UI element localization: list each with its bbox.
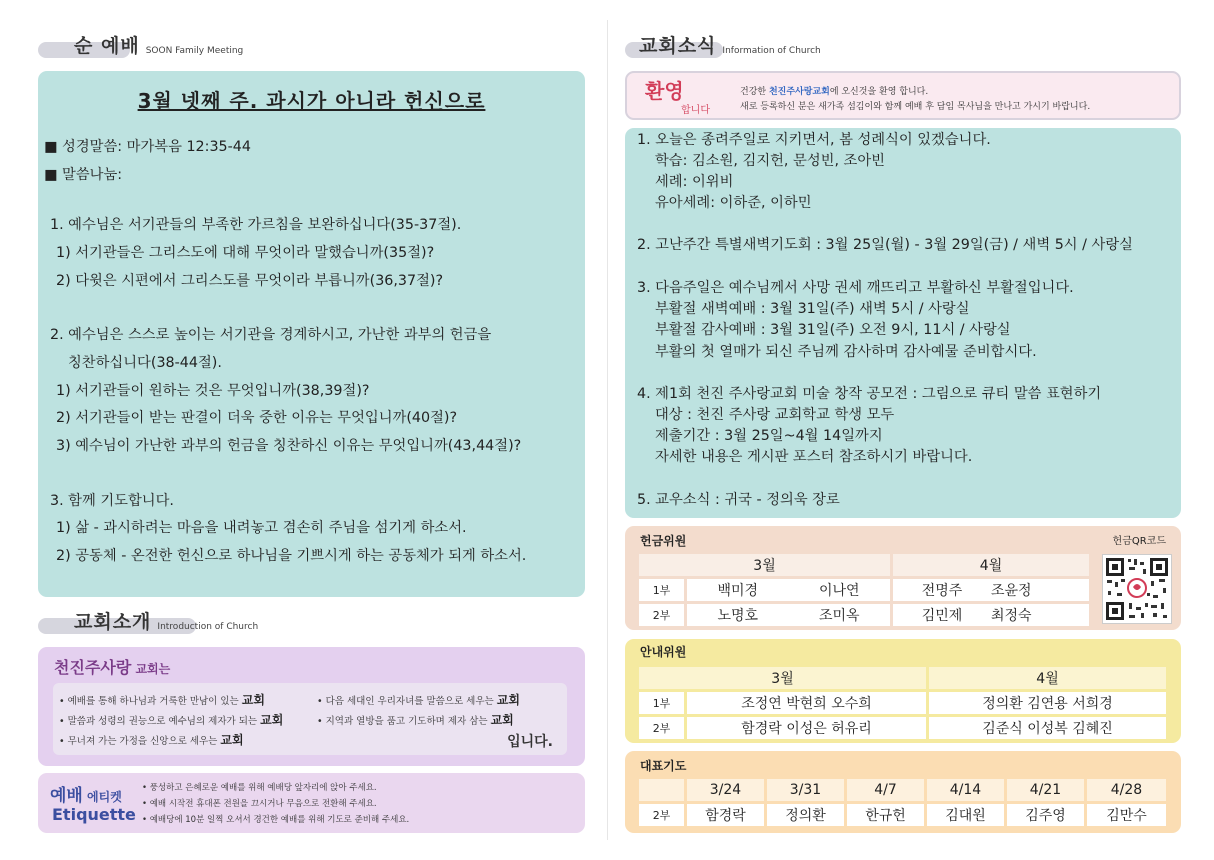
news-item-3: 3. 다음주일은 예수님께서 사망 권세 깨뜨리고 부활하신 부활절입니다.	[637, 280, 1074, 296]
question-1-2: 2) 다윗은 시편에서 그리스도를 무엇이라 부릅니까(36,37절)?	[56, 273, 444, 289]
point-3: 3. 함께 기도합니다.	[50, 493, 174, 509]
etiquette-title-en: Etiquette	[52, 805, 136, 824]
prayer-name: 함경락	[687, 804, 764, 826]
prayer-name: 김대원	[927, 804, 1004, 826]
news-heading-en: Information of Church	[722, 46, 821, 56]
offering-title: 헌금위원	[640, 534, 687, 548]
church-title	[54, 655, 170, 678]
qr-code-icon[interactable]	[1102, 554, 1172, 624]
prayer-date: 3/31	[767, 779, 844, 801]
sharing-line: ■ 말씀나눔:	[44, 167, 123, 183]
welcome-line-1: 건강한 천진주사랑교회에 오신것을 환영 합니다.	[740, 87, 929, 97]
qr-label: 헌금QR코드	[1112, 536, 1166, 547]
point-2: 2. 예수님은 스스로 높이는 서기관을 경계하시고, 가난한 과부의 헌금을	[50, 327, 492, 343]
scripture-line: ■ 성경말씀: 마가복음 12:35-44	[44, 139, 251, 155]
etiquette-item: • 예배당에 10분 일찍 오셔서 경건한 예배를 위해 기도로 준비해 주세요.	[142, 815, 410, 825]
worship-heading-text: 순 예배	[74, 35, 140, 57]
point-2-cont: 칭찬하십니다(38-44절).	[68, 355, 222, 371]
news-item-1: 1. 오늘은 종려주일로 지키면서, 봄 성례식이 있겠습니다.	[637, 132, 991, 148]
news-item-4-detail: 대상 : 천진 주사랑 교회학교 학생 모두	[655, 407, 895, 423]
offering-box	[625, 526, 1181, 630]
welcome-big: 환영	[645, 79, 684, 103]
offering-month-header: 4월	[893, 554, 1089, 576]
usher-month-header: 3월	[639, 667, 926, 689]
row-label: 1부	[639, 692, 684, 714]
point-1: 1. 예수님은 서기관들의 부족한 가르침을 보완하십니다(35-37절).	[50, 217, 462, 233]
usher-april-2: 김준식 이성복 김혜진	[929, 717, 1166, 739]
usher-april-1: 정의환 김연용 서희경	[929, 692, 1166, 714]
news-item-1-detail: 유아세례: 이하준, 이하민	[655, 195, 812, 211]
prayer-date: 4/7	[847, 779, 924, 801]
etiquette-item: • 예배 시작전 휴대폰 전원을 끄시거나 무음으로 전환해 주세요.	[142, 799, 377, 809]
church-title-sub: 교회는	[131, 662, 171, 676]
news-item-3-detail: 부활절 새벽예배 : 3월 31일(주) 새벽 5시 / 사랑실	[655, 301, 970, 317]
offering-march-1: 백미경 이나연	[687, 579, 890, 601]
news-item-4-detail: 자세한 내용은 게시판 포스터 참조하시기 바랍니다.	[655, 449, 973, 465]
prayer-1: 1) 삶 - 과시하려는 마음을 내려놓고 겸손히 주님을 섬기게 하소서.	[56, 520, 467, 536]
usher-march-1: 조정연 박현희 오수희	[687, 692, 926, 714]
church-name: 천진주사랑	[54, 658, 132, 677]
church-heading-text: 교회소개	[74, 611, 152, 633]
question-2-3: 3) 예수님이 가난한 과부의 헌금을 칭찬하신 이유는 무엇입니까(43,44절)?	[56, 438, 522, 454]
row-label: 1부	[639, 579, 684, 601]
church-name-highlight: 천진주사랑교회	[768, 87, 830, 97]
prayer-date: 4/21	[1007, 779, 1084, 801]
worship-heading	[38, 32, 243, 58]
news-heading-text: 교회소식	[639, 35, 717, 57]
church-ending: 입니다.	[507, 734, 553, 750]
offering-march-2: 노명호 조미옥	[687, 604, 890, 626]
news-item-1-detail: 세례: 이위비	[655, 174, 734, 190]
welcome-line-2: 새로 등록하신 분은 새가족 섬김이와 함께 예배 후 담임 목사님을 만나고 가시기 바랍니다.	[740, 102, 1091, 112]
news-heading	[625, 32, 821, 58]
news-item-4: 4. 제1회 천진 주사랑교회 미술 창작 공모전 : 그림으로 큐티 말씀 표현하기	[637, 386, 1102, 402]
news-item-4-detail: 제출기간 : 3월 25일~4월 14일까지	[655, 428, 883, 444]
etiquette-item: • 풍성하고 은혜로운 예배를 위해 예배당 앞자리에 앉아 주세요.	[142, 783, 377, 793]
church-value-item: • 지역과 열방을 품고 기도하며 제자 삼는 교회	[317, 713, 514, 727]
offering-month-header: 3월	[639, 554, 890, 576]
welcome-banner	[625, 71, 1181, 120]
etiquette-box	[38, 773, 585, 833]
question-1-1: 1) 서기관들은 그리스도에 대해 무엇이라 말했습니까(35절)?	[56, 245, 435, 261]
etiquette-title	[50, 781, 122, 806]
news-item-5: 5. 교우소식 : 귀국 - 정의욱 장로	[637, 492, 840, 508]
news-item-2: 2. 고난주간 특별새벽기도회 : 3월 25일(월) - 3월 29일(금) / 새벽 5시 / 사랑실	[637, 237, 1133, 253]
prayer-name: 김주영	[1007, 804, 1084, 826]
etiquette-title-main: 예배	[50, 786, 83, 806]
news-item-3-detail: 부활의 첫 열매가 되신 주님께 감사하며 감사예물 준비합시다.	[655, 344, 1037, 360]
offering-april-2: 김민제 최정숙	[893, 604, 1089, 626]
prayer-date: 3/24	[687, 779, 764, 801]
church-intro-box	[38, 647, 585, 766]
question-2-1: 1) 서기관들이 원하는 것은 무엇입니까(38,39절)?	[56, 383, 370, 399]
sermon-title: 3월 넷째 주. 과시가 아니라 헌신으로	[137, 89, 486, 113]
welcome-small: 합니다	[681, 105, 710, 116]
church-heading	[38, 608, 258, 634]
row-label: 2부	[639, 717, 684, 739]
usher-title: 안내위원	[640, 645, 687, 659]
question-2-2: 2) 서기관들이 받는 판결이 더욱 중한 이유는 무엇입니까(40절)?	[56, 410, 458, 426]
usher-march-2: 함경락 이성은 허유리	[687, 717, 926, 739]
usher-month-header: 4월	[929, 667, 1166, 689]
church-value-item: • 예배를 통해 하나님과 거룩한 만남이 있는 교회	[59, 693, 265, 707]
offering-april-1: 전명주 조윤정	[893, 579, 1089, 601]
row-label: 2부	[639, 604, 684, 626]
news-item-3-detail: 부활절 감사예배 : 3월 31일(주) 오전 9시, 11시 / 사랑실	[655, 322, 1011, 338]
prayer-title: 대표기도	[640, 759, 687, 773]
church-values-panel	[53, 683, 567, 755]
church-value-item: • 다음 세대인 우리자녀를 말씀으로 세우는 교회	[317, 693, 520, 707]
prayer-name: 한규헌	[847, 804, 924, 826]
prayer-corner	[639, 779, 684, 801]
church-value-item: • 말씀과 성령의 권능으로 예수님의 제자가 되는 교회	[59, 713, 284, 727]
column-divider	[607, 20, 608, 840]
prayer-date: 4/28	[1087, 779, 1166, 801]
etiquette-title-sub: 에티켓	[82, 790, 122, 804]
prayer-date: 4/14	[927, 779, 1004, 801]
prayer-name: 정의환	[767, 804, 844, 826]
prayer-2: 2) 공동체 - 온전한 헌신으로 하나님을 기쁘시게 하는 공동체가 되게 하소서.	[56, 548, 527, 564]
row-label: 2부	[639, 804, 684, 826]
usher-box	[625, 639, 1181, 743]
news-item-1-detail: 학습: 김소원, 김지헌, 문성빈, 조아빈	[655, 153, 885, 169]
church-value-item: • 무너져 가는 가정을 신앙으로 세우는 교회	[59, 733, 244, 747]
prayer-name: 김만수	[1087, 804, 1166, 826]
worship-box	[38, 71, 585, 597]
prayer-box	[625, 751, 1181, 833]
worship-heading-en: SOON Family Meeting	[145, 46, 244, 56]
church-heading-en: Introduction of Church	[157, 622, 259, 632]
news-box	[625, 128, 1181, 518]
